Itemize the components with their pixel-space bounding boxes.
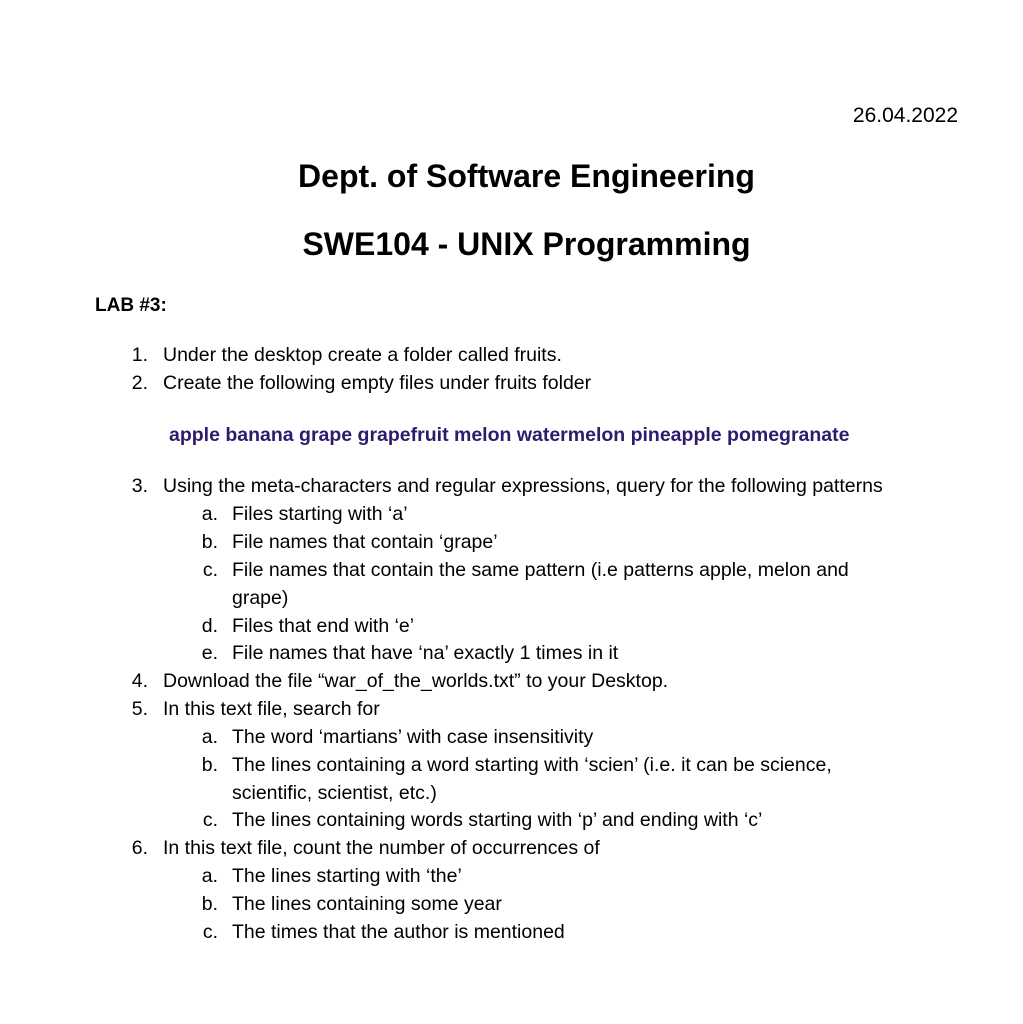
sub-letter: a.: [201, 726, 218, 748]
sub-text: File names that contain the same pattern (i.e patterns apple, melon and: [232, 559, 849, 581]
sub-text: File names that contain ‘grape’: [232, 531, 498, 553]
sub-text: The lines containing words starting with ‘p’ and ending with ‘c’: [232, 809, 763, 831]
sub-text: The lines containing some year: [232, 893, 502, 915]
sub-text: The word ‘martians’ with case insensitivity: [232, 726, 594, 748]
course-title: SWE104 - UNIX Programming: [302, 226, 751, 262]
sub-text: The times that the author is mentioned: [232, 921, 565, 943]
sub-letter: e.: [201, 642, 218, 664]
sub-letter: d.: [201, 615, 218, 637]
list-text: Under the desktop create a folder called fruits.: [163, 344, 562, 366]
lab-label: LAB #3:: [95, 295, 167, 316]
list-text: In this text file, count the number of occurrences of: [163, 837, 600, 859]
sub-text-continuation: grape): [232, 587, 289, 609]
sub-letter: c.: [202, 809, 218, 831]
sub-letter: c.: [202, 921, 218, 943]
list-text: Download the file “war_of_the_worlds.txt” to your Desktop.: [163, 670, 669, 692]
sub-text: The lines starting with ‘the’: [232, 865, 462, 887]
sub-text: File names that have ‘na’ exactly 1 times in it: [232, 642, 619, 664]
list-number: 4.: [131, 670, 148, 692]
sub-letter: b.: [201, 754, 218, 776]
list-number: 5.: [131, 698, 148, 720]
date: 26.04.2022: [852, 104, 958, 127]
list-number: 2.: [131, 372, 148, 394]
list-number: 6.: [131, 837, 148, 859]
list-number: 3.: [131, 475, 148, 497]
sub-letter: a.: [201, 865, 218, 887]
sub-text-continuation: scientific, scientist, etc.): [232, 782, 437, 804]
sub-text: Files that end with ‘e’: [232, 615, 415, 637]
list-text: Create the following empty files under fruits folder: [163, 372, 592, 394]
sub-letter: b.: [201, 893, 218, 915]
list-number: 1.: [131, 344, 148, 366]
list-text: Using the meta-characters and regular expressions, query for the following patterns: [163, 475, 883, 497]
file-list: apple banana grape grapefruit melon watermelon pineapple pomegranate: [169, 424, 850, 446]
list-text: In this text file, search for: [163, 698, 380, 720]
department-title: Dept. of Software Engineering: [298, 158, 755, 194]
sub-letter: a.: [201, 503, 218, 525]
sub-letter: c.: [202, 559, 218, 581]
sub-text: Files starting with ‘a’: [232, 503, 408, 525]
sub-letter: b.: [201, 531, 218, 553]
sub-text: The lines containing a word starting with ‘scien’ (i.e. it can be science,: [232, 754, 832, 776]
